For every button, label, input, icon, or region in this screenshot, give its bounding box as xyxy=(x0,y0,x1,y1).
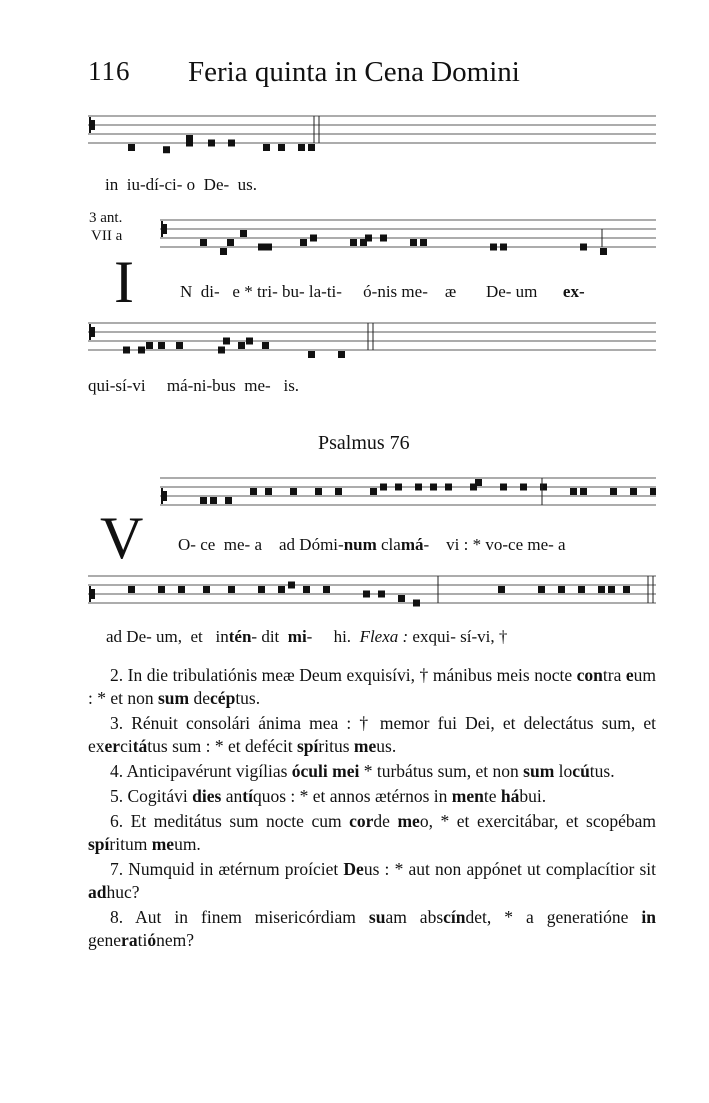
verse-text: tá xyxy=(132,736,148,756)
neume xyxy=(380,235,387,242)
clef-stem xyxy=(89,117,91,133)
verse-text: lo xyxy=(554,761,573,781)
neume xyxy=(650,488,656,495)
neume xyxy=(570,488,577,495)
neume xyxy=(365,235,372,242)
verse-text: o, * et exercitábar, et scopébam xyxy=(419,811,657,831)
verse-text: us : * aut non appónet ut complacítior sit xyxy=(363,859,656,879)
neume xyxy=(263,144,270,151)
verse-text: det, * a generatióne xyxy=(465,907,642,927)
verse-text: tus. xyxy=(235,688,261,708)
neume xyxy=(380,484,387,491)
verse-text: me xyxy=(151,834,175,854)
verse-text: cép xyxy=(210,688,236,708)
lyric-syllable: ex- xyxy=(562,282,585,301)
verse-text: 5. Cogitávi xyxy=(110,786,193,806)
verse-text: cor xyxy=(349,811,374,831)
verse-text: 6. Et meditátus sum nocte cum xyxy=(110,811,350,831)
staff-5 xyxy=(88,568,656,616)
neume xyxy=(308,351,315,358)
verse-text: er xyxy=(104,736,121,756)
neume xyxy=(220,248,227,255)
verse-text: dies xyxy=(192,786,222,806)
neume xyxy=(500,484,507,491)
verse-text: me xyxy=(353,736,377,756)
neume xyxy=(288,582,295,589)
neume xyxy=(238,342,245,349)
drop-cap-i: I xyxy=(114,249,134,315)
verse-text: an xyxy=(221,786,243,806)
neume xyxy=(128,586,135,593)
neume xyxy=(538,586,545,593)
neume xyxy=(138,347,145,354)
neume xyxy=(298,144,305,151)
neume xyxy=(123,347,130,354)
lyric-syllable: - dit xyxy=(251,627,288,646)
verse-text: men xyxy=(451,786,484,806)
lyric-syllable: num xyxy=(343,535,377,554)
neume xyxy=(210,497,217,504)
antiphon-number: 3 ant. xyxy=(89,210,123,226)
neume xyxy=(520,484,527,491)
lyric-syllable: tén xyxy=(228,627,252,646)
staff-1 xyxy=(88,108,656,156)
neume xyxy=(227,239,234,246)
verse-text: cú xyxy=(572,761,590,781)
neume xyxy=(608,586,615,593)
psalm-verse xyxy=(88,664,656,710)
verse-text: gene xyxy=(88,930,122,950)
neume xyxy=(580,244,587,251)
neume xyxy=(128,144,135,151)
neume xyxy=(223,338,230,345)
neume xyxy=(208,140,215,147)
lyric-syllable: N di- e * tri- bu- la-ti- ó-nis me- æ De- um xyxy=(180,282,563,301)
neume xyxy=(420,239,427,246)
verse-text: 8. Aut in finem misericórdiam xyxy=(110,907,369,927)
neume xyxy=(290,488,297,495)
lyric-line-5 xyxy=(106,627,507,647)
verse-text: sum xyxy=(158,688,190,708)
verse-text: spí xyxy=(297,736,319,756)
staff-2 xyxy=(160,212,656,260)
verse-text: ti xyxy=(137,930,148,950)
clef-stem xyxy=(161,221,163,237)
neume xyxy=(335,488,342,495)
neume xyxy=(310,235,317,242)
verse-text: 2. In die tribulatiónis meæ Deum exquisívi, † mánibus meis nocte xyxy=(110,665,577,685)
neume xyxy=(265,244,272,251)
neume xyxy=(490,244,497,251)
verse-text: tus sum : * et defécit xyxy=(147,736,297,756)
neume xyxy=(163,146,170,153)
verse-text: bui. xyxy=(519,786,547,806)
neume xyxy=(308,144,315,151)
verse-text: ritus xyxy=(318,736,354,756)
verse-text: De xyxy=(343,859,364,879)
neume xyxy=(600,248,607,255)
neume xyxy=(323,586,330,593)
lyric-line-1 xyxy=(105,175,257,195)
neume xyxy=(415,484,422,491)
neume xyxy=(413,600,420,607)
verse-text: in xyxy=(641,907,656,927)
lyric-syllable: qui-sí-vi má-ni-bus me- is. xyxy=(88,376,300,395)
neume xyxy=(158,586,165,593)
lyric-syllable: mi xyxy=(287,627,307,646)
neume xyxy=(200,497,207,504)
lyric-line-4 xyxy=(178,535,566,555)
neume xyxy=(430,484,437,491)
neume xyxy=(258,586,265,593)
neume xyxy=(203,586,210,593)
verse-text: ra xyxy=(121,930,138,950)
lyric-line-3 xyxy=(88,376,299,396)
neume xyxy=(303,586,310,593)
verse-text: 4. Anticipavérunt vigílias xyxy=(110,761,292,781)
lyric-syllable: má xyxy=(400,535,424,554)
neume xyxy=(578,586,585,593)
staff-3 xyxy=(88,315,656,363)
neume xyxy=(158,342,165,349)
neume xyxy=(200,239,207,246)
psalm-verse xyxy=(88,810,656,856)
neume xyxy=(278,144,285,151)
psalm-verses xyxy=(88,664,656,954)
lyric-syllable: O- ce me- a ad Dómi- xyxy=(178,535,344,554)
verse-text: tra xyxy=(602,665,626,685)
neume xyxy=(278,586,285,593)
neume xyxy=(250,488,257,495)
neume xyxy=(178,586,185,593)
psalm-verse xyxy=(88,712,656,758)
verse-text: ó xyxy=(147,930,157,950)
verse-text: con xyxy=(576,665,603,685)
lyric-syllable: - vi : * vo-ce me- a xyxy=(423,535,566,554)
neume xyxy=(338,351,345,358)
verse-text: um : * et non xyxy=(88,665,656,708)
neume xyxy=(498,586,505,593)
neume xyxy=(228,586,235,593)
verse-text: sum xyxy=(523,761,555,781)
verse-text: cín xyxy=(443,907,466,927)
neume xyxy=(378,591,385,598)
running-title: Feria quinta in Cena Domini xyxy=(188,56,520,88)
lyric-syllable: exqui- sí-vi, † xyxy=(408,627,508,646)
neume xyxy=(630,488,637,495)
neume xyxy=(146,342,153,349)
lyric-line-2 xyxy=(180,282,585,302)
neume xyxy=(410,239,417,246)
neume xyxy=(445,484,452,491)
verse-text: huc? xyxy=(106,882,140,902)
neume xyxy=(623,586,630,593)
verse-text: e xyxy=(625,665,634,685)
verse-text: am abs xyxy=(385,907,444,927)
drop-cap-v: V xyxy=(100,505,144,571)
verse-text: óculi xyxy=(291,761,328,781)
verse-text: us. xyxy=(376,736,397,756)
neume xyxy=(363,591,370,598)
verse-text: me xyxy=(397,811,420,831)
staff-4 xyxy=(160,470,656,518)
neume xyxy=(258,244,265,251)
psalm-title: Psalmus 76 xyxy=(318,432,410,454)
neume xyxy=(370,488,377,495)
neume xyxy=(350,239,357,246)
neume xyxy=(240,230,247,237)
mode-number: VII a xyxy=(91,228,123,244)
neume xyxy=(398,595,405,602)
lyric-syllable: - hi. xyxy=(306,627,360,646)
verse-text: te xyxy=(483,786,501,806)
neume xyxy=(218,347,225,354)
page-number: 116 xyxy=(88,56,131,86)
lyric-syllable: cla xyxy=(376,535,401,554)
verse-text: nem? xyxy=(156,930,194,950)
neume xyxy=(225,497,232,504)
neume xyxy=(186,135,193,142)
verse-text: de xyxy=(189,688,211,708)
verse-text: ritum xyxy=(109,834,152,854)
psalm-verse xyxy=(88,760,656,783)
verse-text: 7. Numquid in ætérnum proíciet xyxy=(110,859,344,879)
verse-text: * turbátus sum, et non xyxy=(359,761,524,781)
verse-text: há xyxy=(500,786,520,806)
verse-text: mei xyxy=(332,761,360,781)
neume xyxy=(246,338,253,345)
clef-stem xyxy=(89,324,91,340)
verse-text: ci xyxy=(120,736,133,756)
lyric-syllable: in iu-dí-ci- o De- us. xyxy=(105,175,258,194)
neume xyxy=(300,239,307,246)
lyric-syllable: ad De- um, et in xyxy=(106,627,229,646)
verse-text: tus. xyxy=(589,761,615,781)
neume xyxy=(580,488,587,495)
neume xyxy=(395,484,402,491)
verse-text: 3. Rénuit consolári ánima mea : † memor fui Dei, et delectátus sum, et ex xyxy=(88,713,656,756)
verse-text: spí xyxy=(88,834,110,854)
neume xyxy=(315,488,322,495)
mode-label xyxy=(89,209,122,245)
lyric-syllable: Flexa : xyxy=(359,627,409,646)
neume xyxy=(228,140,235,147)
neume xyxy=(598,586,605,593)
verse-text: tí xyxy=(242,786,253,806)
psalm-verse xyxy=(88,858,656,904)
psalm-verse xyxy=(88,785,656,808)
neume xyxy=(265,488,272,495)
verse-text: ad xyxy=(88,882,107,902)
verse-text: su xyxy=(368,907,386,927)
neume xyxy=(176,342,183,349)
neume xyxy=(500,244,507,251)
neume xyxy=(262,342,269,349)
verse-text: de xyxy=(373,811,398,831)
neume xyxy=(558,586,565,593)
clef-stem xyxy=(161,488,163,504)
clef-stem xyxy=(89,586,91,602)
neume xyxy=(475,479,482,486)
verse-text: quos : * et annos ætérnos in xyxy=(252,786,452,806)
neume xyxy=(540,484,547,491)
psalm-verse xyxy=(88,906,656,952)
neume xyxy=(610,488,617,495)
verse-text: um. xyxy=(174,834,201,854)
